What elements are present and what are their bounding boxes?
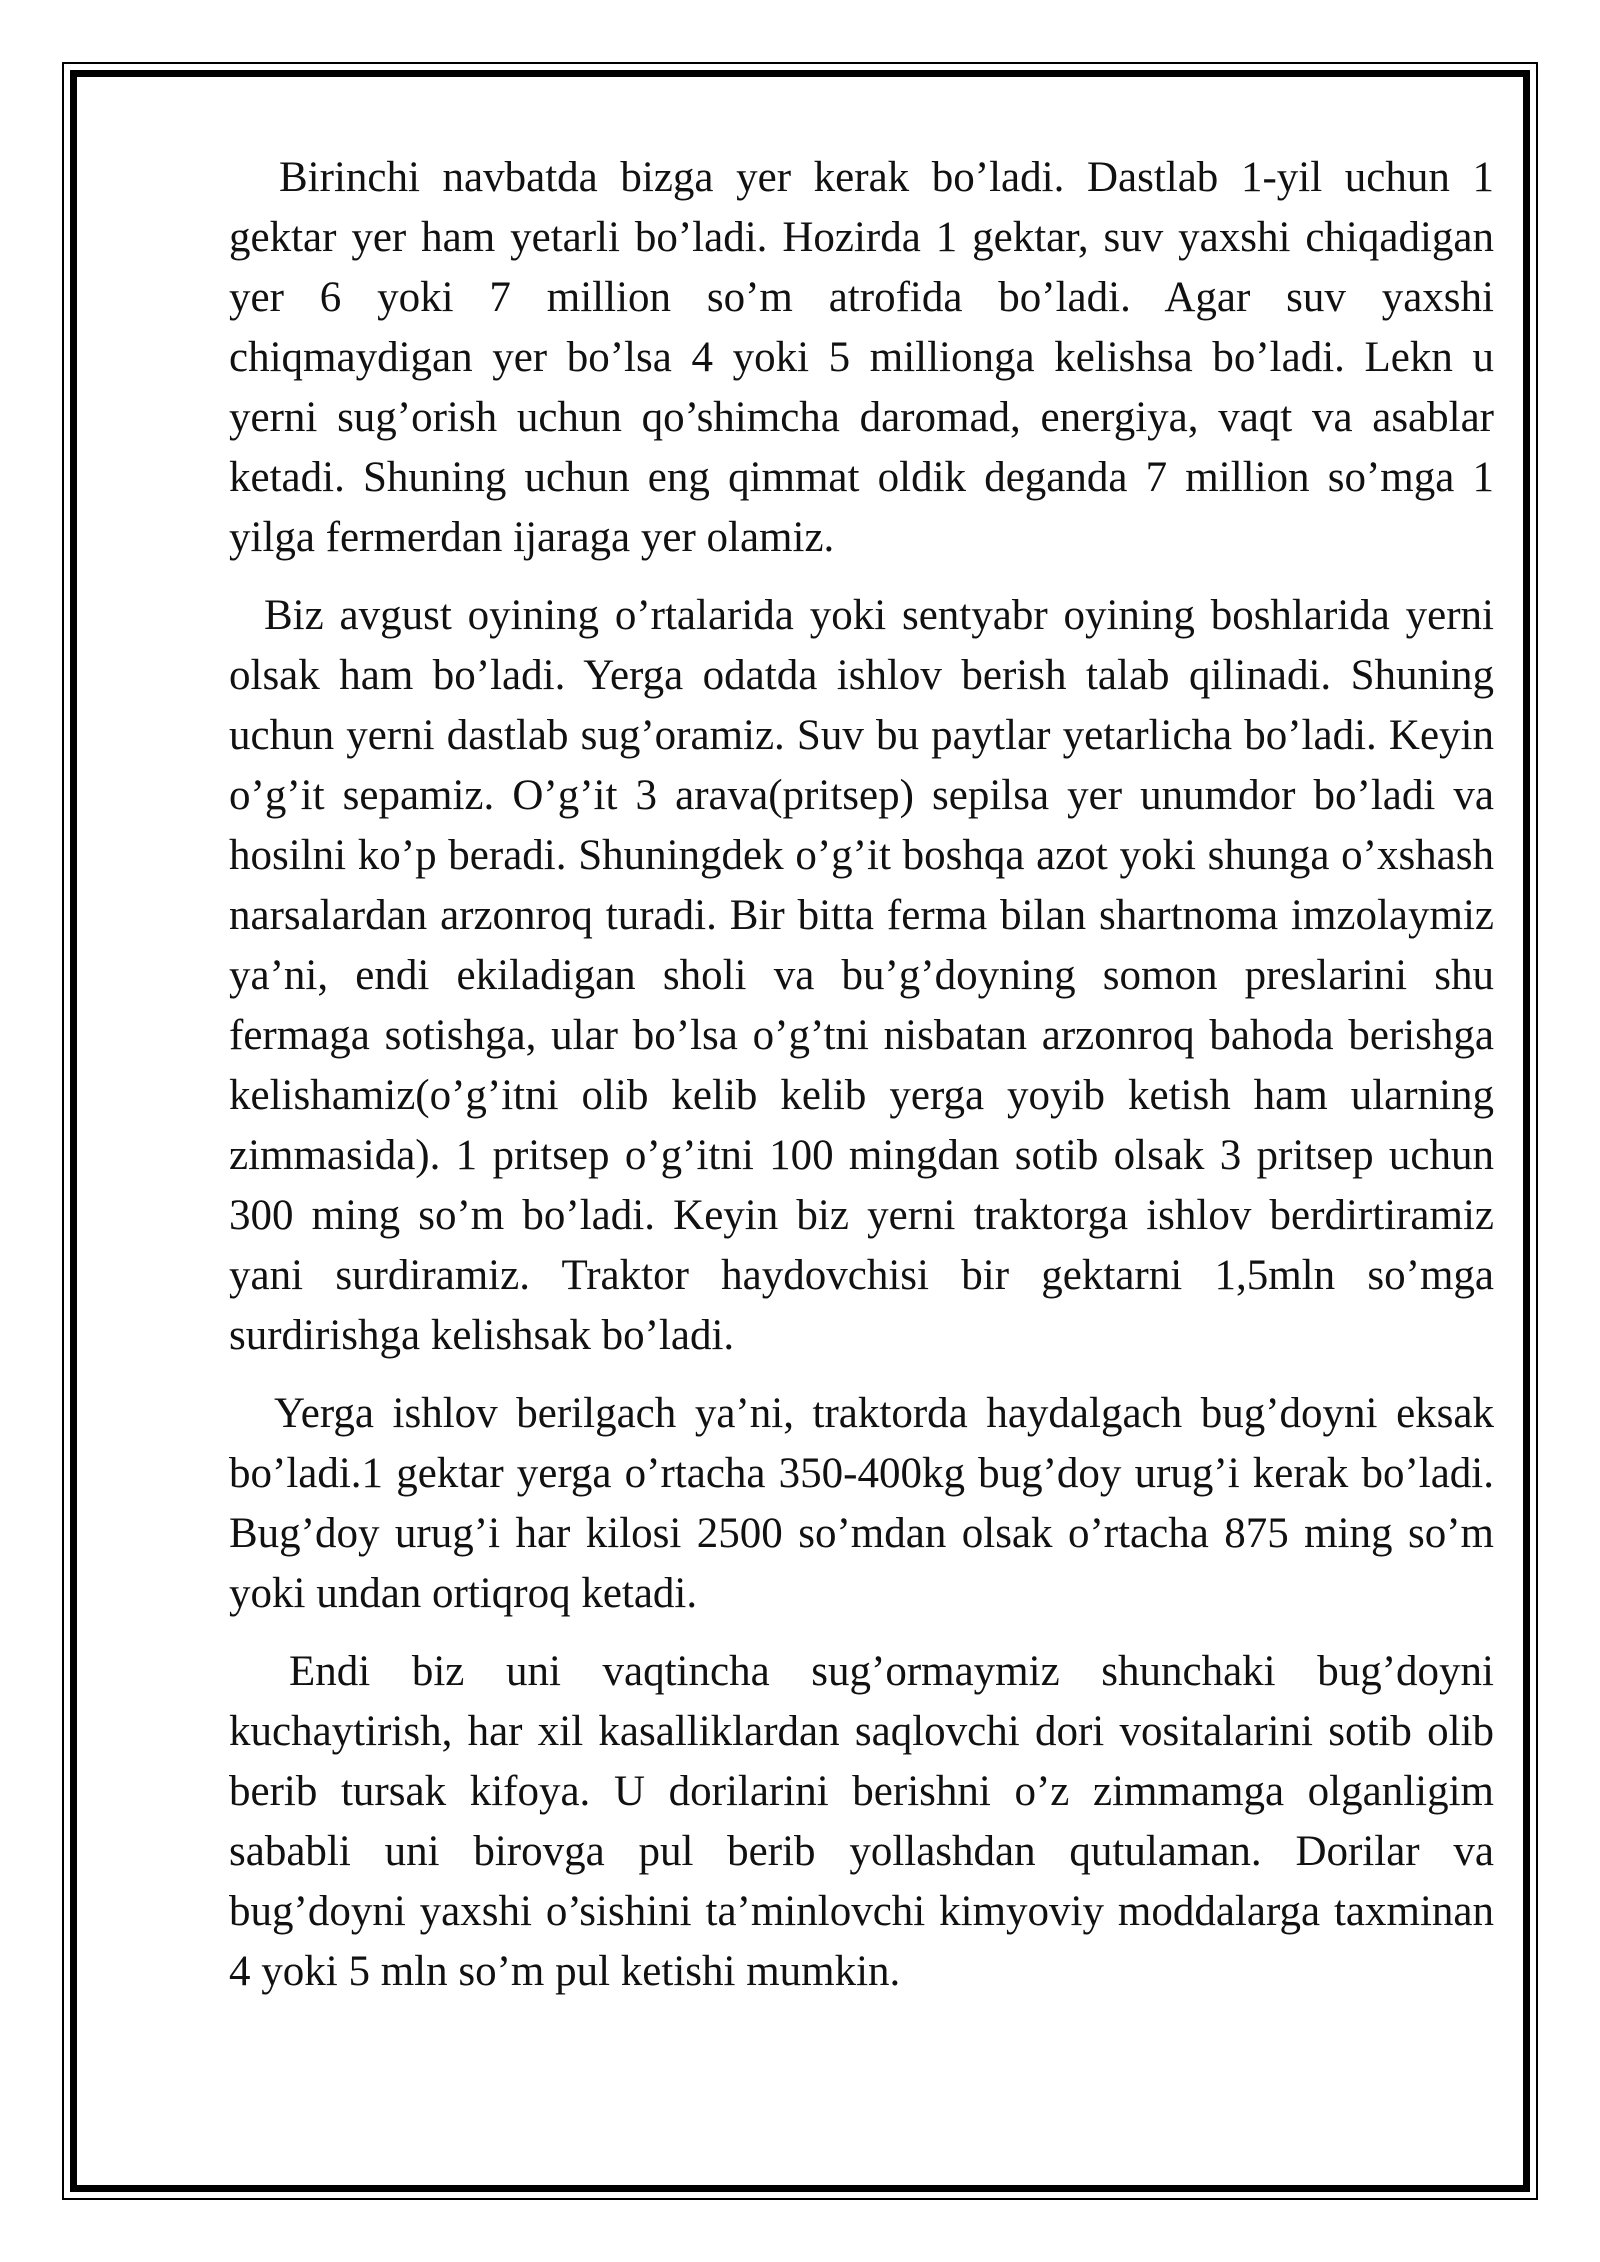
paragraph-land-rental: Birinchi navbatda bizga yer kerak bo’ladi. Dastlab 1-yil uchun 1 gektar yer ham yetarli bo’ladi. Hozirda 1 gektar, suv yaxshi chiqadigan yer 6 yoki 7 million so’m atrofida bo’ladi. Agar suv yaxshi chiqmaydigan yer bo’lsa 4 yoki 5 millionga kelishsa bo’ladi. Lekn u yerni sug’orish uchun qo’shimcha daromad, energiya, vaqt va asablar ketadi. Shuning uchun eng qimmat oldik deganda 7 million so’mga 1 yilga fermerdan ijaraga yer olamiz. xyxy=(229,154,1494,561)
document-body xyxy=(229,148,1494,2020)
paragraph-crop-care: Endi biz uni vaqtincha sug’ormaymiz shunchaki bug’doyni kuchaytirish, har xil kasalliklardan saqlovchi dori vositalarini sotib olib berib tursak kifoya. U dorilarini berishni o’z zimmamga olganligim sababli uni birovga pul berib yollashdan qutulaman. Dorilar va bug’doyni yaxshi o’sishini ta’minlovchi kimyoviy moddalarga taxminan 4 yoki 5 mln so’m pul ketishi mumkin. xyxy=(229,1648,1494,1995)
paragraph-wheat-sowing: Yerga ishlov berilgach ya’ni, traktorda haydalgach bug’doyni eksak bo’ladi.1 gektar yerga o’rtacha 350-400kg bug’doy urug’i kerak bo’ladi. Bug’doy urug’i har kilosi 2500 so’mdan olsak o’rtacha 875 ming so’m yoki undan ortiqroq ketadi. xyxy=(229,1390,1494,1617)
paragraph-soil-preparation: Biz avgust oyining o’rtalarida yoki sentyabr oyining boshlarida yerni olsak ham bo’ladi. Yerga odatda ishlov berish talab qilinadi. Shuning uchun yerni dastlab sug’oramiz. Suv bu paytlar yetarlicha bo’ladi. Keyin o’g’it sepamiz. O’g’it 3 arava(pritsep) sepilsa yer unumdor bo’ladi va hosilni ko’p beradi. Shuningdek o’g’it boshqa azot yoki shunga o’xshash narsalardan arzonroq turadi. Bir bitta ferma bilan shartnoma imzolaymiz ya’ni, endi ekiladigan sholi va bu’g’doyning somon preslarini shu fermaga sotishga, ular bo’lsa o’g’tni nisbatan arzonroq bahoda berishga kelishamiz(o’g’itni olib kelib kelib yerga yoyib ketish ham ularning zimmasida). 1 pritsep o’g’itni 100 mingdan sotib olsak 3 pritsep uchun 300 ming so’m bo’ladi. Keyin biz yerni traktorga ishlov berdirtiramiz yani surdiramiz. Traktor haydovchisi bir gektarni 1,5mln so’mga surdirishga kelishsak bo’ladi. xyxy=(229,592,1494,1359)
